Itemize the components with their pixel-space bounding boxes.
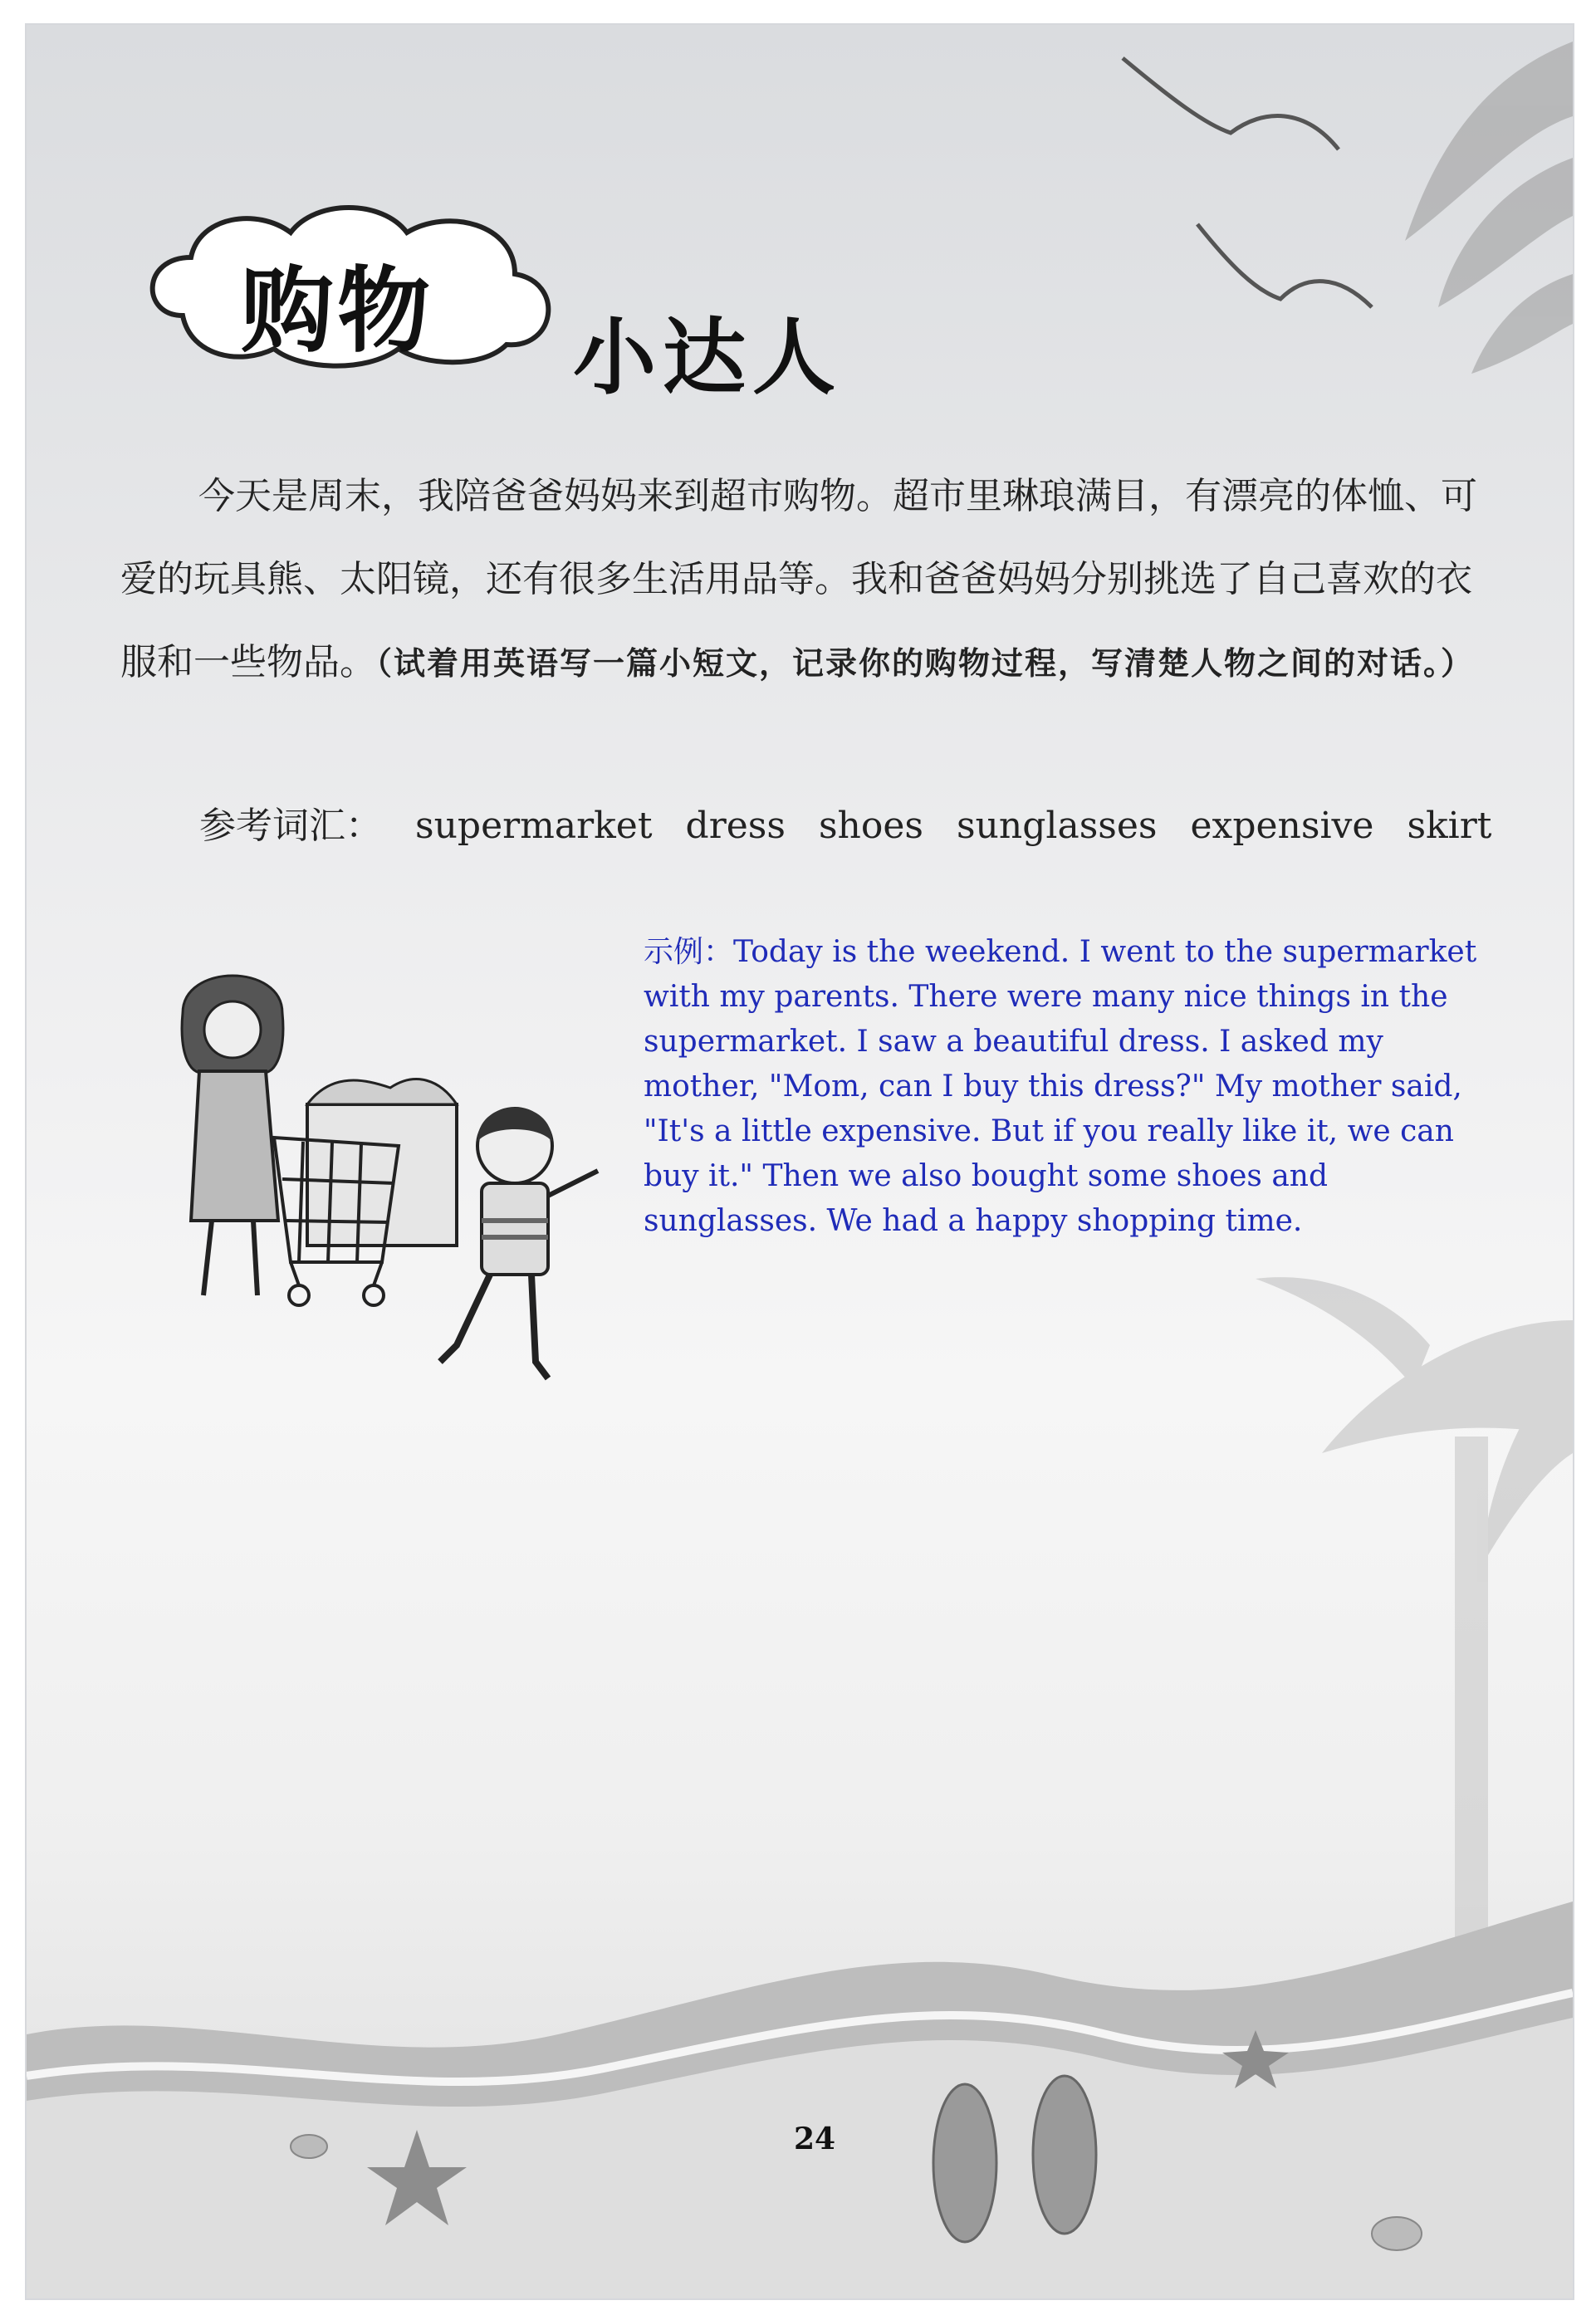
seagull-icon (1123, 58, 1372, 307)
vocab-word: supermarket (415, 805, 653, 847)
palm-leaves-top (1405, 42, 1573, 374)
page-number: 24 (794, 2122, 836, 2156)
vocab-word: dress (685, 805, 786, 847)
vocabulary-line (199, 795, 1491, 849)
example-text: Today is the weekend. I went to the supermarket with my parents. There were many nice things in the supermarket. I saw a beautiful dress. I asked my mother, "Mom, can I buy this dress?" My mother said, "It's a little expensive. But if you really like it, we can buy it." Then we also bought some shoes and sunglasses. We had a happy shopping time. (644, 935, 1477, 1238)
vocabulary-label: 参考词汇： (199, 805, 382, 847)
writing-hint: （试着用英语写一篇小短文，记录你的购物过程，写清楚人物之间的对话。） (376, 645, 1475, 682)
vocab-word: shoes (818, 805, 923, 847)
page-title: 购物 (241, 257, 433, 365)
example-answer (644, 930, 1491, 1244)
vocab-word: skirt (1407, 805, 1492, 847)
vocab-word: expensive (1190, 805, 1374, 847)
vocab-word: sunglasses (956, 805, 1158, 847)
example-label: 示例： (644, 935, 734, 969)
intro-paragraph (120, 455, 1482, 705)
page-subtitle: 小达人 (573, 309, 842, 406)
shopping-family-illustration (133, 947, 631, 1395)
intro-text: 今天是周末，我陪爸爸妈妈来到超市购物。超市里琳琅满目，有漂亮的体恤、可爱的玩具熊、太阳镜，还有很多生活用品等。我和爸爸妈妈分别挑选了自己喜欢的衣服和一些物品。 (120, 475, 1477, 683)
